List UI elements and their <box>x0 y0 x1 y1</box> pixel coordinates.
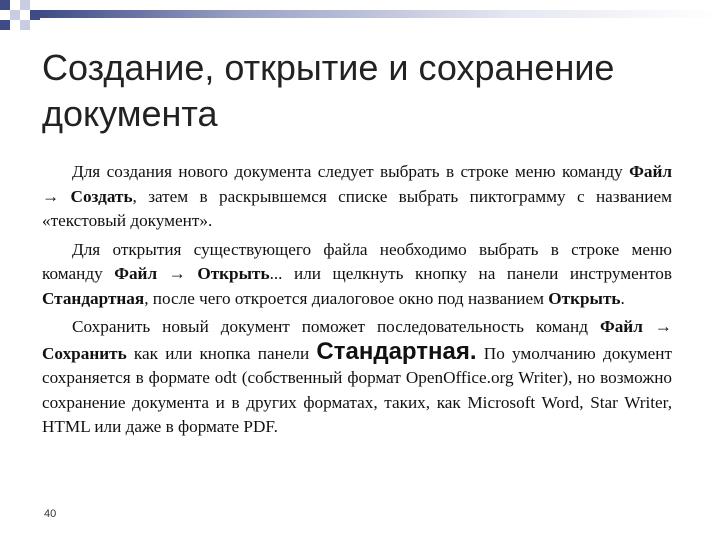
text: . <box>620 288 625 308</box>
text: , затем в раскрывшемся списке выбрать пиктограмму с названием «текстовый документ». <box>42 186 672 230</box>
text: Сохранить новый документ поможет последовательность команд <box>72 317 600 336</box>
command-file-create: Файл → Создать <box>42 162 672 206</box>
decor-square <box>0 0 10 10</box>
text: как или кнопка панели <box>126 343 317 363</box>
toolbar-standard-big: Стандартная. <box>316 337 477 365</box>
slide-title: Создание, открытие и сохранение документа <box>42 47 615 134</box>
decor-square <box>20 0 30 10</box>
command-file-open: Файл → Открыть <box>114 264 270 283</box>
paragraph-create <box>42 160 672 234</box>
decor-square <box>30 10 40 20</box>
slide-decoration <box>0 0 720 40</box>
page-number: 40 <box>44 508 57 520</box>
dialog-open: Открыть <box>548 288 621 308</box>
toolbar-standard: Стандартная <box>42 288 145 308</box>
text: ... или щелкнуть кнопку на панели инструментов <box>269 264 672 283</box>
decor-square <box>0 20 10 30</box>
text: Для открытия существующего файла необходимо выбрать в строке меню команду <box>42 239 672 283</box>
command-file-save: Файл → Сохранить <box>42 317 672 363</box>
decor-square <box>20 20 30 30</box>
decor-square <box>10 10 20 20</box>
paragraph-open <box>42 238 672 312</box>
text: Для создания нового документа следует выбрать в строке меню команду <box>72 162 630 181</box>
text: , после чего откроется диалоговое окно под названием <box>144 288 549 308</box>
decor-gradient-bar <box>40 10 720 18</box>
paragraph-save <box>42 315 672 440</box>
text: По умолчанию документ сохраняется в формате odt (собственный формат OpenOffice.org Writer), но возможно сохранение документа и в других форматах, таких, как Microsoft Word, Star Writer, HTML или даже в формате PDF. <box>42 343 673 436</box>
slide-body <box>42 160 672 440</box>
